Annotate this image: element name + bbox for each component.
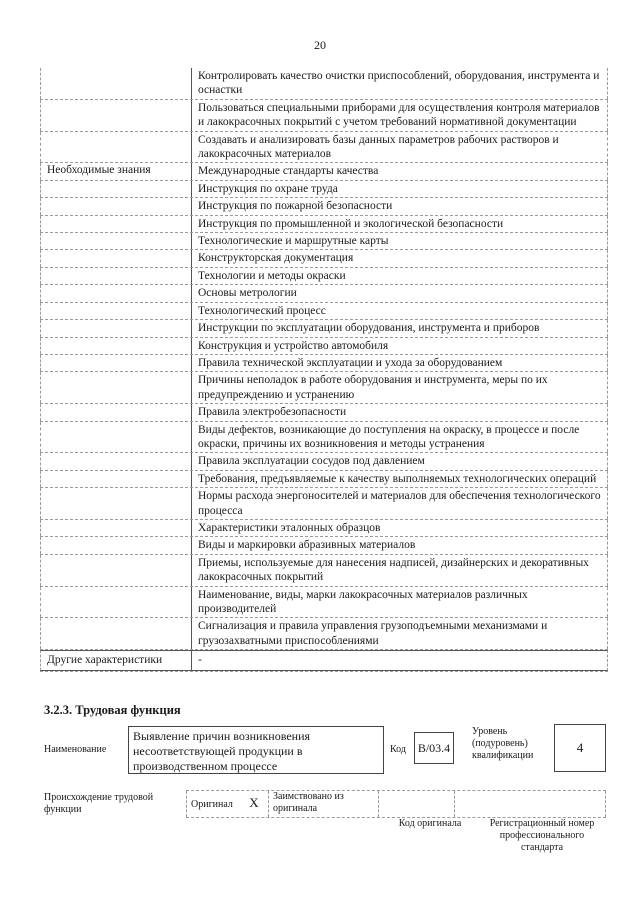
- table-cell: Основы метрологии: [192, 285, 608, 301]
- table-row: [40, 320, 608, 337]
- function-name-box: Выявление причин возникновения несоответствующей продукции в производственном процессе: [128, 726, 384, 774]
- other-characteristics-label: Другие характеристики: [40, 650, 192, 670]
- table-cell: Инструкции по эксплуатации оборудования, инструмента и приборов: [192, 320, 608, 336]
- table-cell: Конструкторская документация: [192, 250, 608, 266]
- table-row: [40, 355, 608, 372]
- table-cell: Сигнализация и правила управления грузоподъемными механизмами и грузозахватными приспособлениями: [192, 618, 608, 649]
- table-cell: Приемы, используемые для нанесения надписей, дизайнерских и декоративных лакокрасочных покрытий: [192, 555, 608, 586]
- table-cell: Наименование, виды, марки лакокрасочных материалов различных производителей: [192, 587, 608, 618]
- table-cell: Причины неполадок в работе оборудования и инструмента, меры по их предупреждению и устранению: [192, 372, 608, 403]
- origin-table: [186, 790, 606, 818]
- table-cell: Правила технической эксплуатации и ухода за оборудованием: [192, 355, 608, 371]
- table-row: [40, 250, 608, 267]
- other-characteristics-value: -: [192, 650, 608, 670]
- page-number: 20: [314, 38, 326, 52]
- table-cell: Контролировать качество очистки приспособлений, оборудования, инструмента и оснастки: [192, 68, 608, 99]
- table-row: [40, 537, 608, 554]
- table-cell: Правила эксплуатации сосудов под давлением: [192, 453, 608, 469]
- table-cell: Виды и маркировки абразивных материалов: [192, 537, 608, 553]
- table-row: [40, 422, 608, 454]
- table-row: [40, 372, 608, 404]
- table-row: [40, 404, 608, 421]
- table-row: [40, 520, 608, 537]
- table-row: [40, 471, 608, 488]
- table-cell: Пользоваться специальными приборами для осуществления контроля материалов и лакокрасочных покрытий с учетом требований нормативной документации: [192, 100, 608, 131]
- section-title: 3.2.3. Трудовая функция: [44, 703, 181, 717]
- table-cell: Технологии и методы окраски: [192, 268, 608, 284]
- table-row: [40, 132, 608, 164]
- knowledge-label: Необходимые знания: [40, 163, 192, 179]
- registration-number-label: Регистрационный номер профессионального стандарта: [489, 818, 595, 853]
- table-row: [40, 555, 608, 587]
- table-row: [40, 285, 608, 302]
- table-cell: Инструкция по промышленной и экологической безопасности: [192, 216, 608, 232]
- knowledge-block: [40, 163, 608, 650]
- table-cell: Конструкция и устройство автомобиля: [192, 338, 608, 354]
- table-row: [40, 303, 608, 320]
- table-row: [40, 233, 608, 250]
- table-row: [40, 68, 608, 100]
- name-label: Наименование: [44, 744, 107, 755]
- table-row: [40, 198, 608, 215]
- table-row: [40, 587, 608, 619]
- level-label: Уровень (подуровень) квалификации: [472, 726, 534, 761]
- table-row: [40, 650, 608, 671]
- table-cell: Технологический процесс: [192, 303, 608, 319]
- table-row: [40, 618, 608, 650]
- table-row: [40, 163, 608, 180]
- table-cell: Международные стандарты качества: [192, 163, 608, 179]
- table-row: [40, 453, 608, 470]
- original-label: Оригинал: [186, 791, 240, 817]
- borrowed-label: Заимствовано из оригинала: [268, 791, 378, 817]
- table-cell: Технологические и маршрутные карты: [192, 233, 608, 249]
- code-label: Код: [390, 744, 406, 755]
- table-row: [40, 216, 608, 233]
- table-cell: Создавать и анализировать базы данных параметров рабочих растворов и лакокрасочных материалов: [192, 132, 608, 163]
- requirements-table: [40, 68, 608, 672]
- table-cell: Инструкция по охране труда: [192, 181, 608, 197]
- table-cell: Нормы расхода энергоносителей и материалов для обеспечения технологического процесса: [192, 488, 608, 519]
- table-row: [40, 181, 608, 198]
- function-code-box: B/03.4: [414, 732, 454, 764]
- origin-label: Происхождение трудовой функции: [44, 792, 154, 815]
- table-row: [40, 100, 608, 132]
- qualification-level-box: 4: [554, 724, 606, 772]
- table-cell: Требования, предъявляемые к качеству выполняемых технологических операций: [192, 471, 608, 487]
- table-row: [40, 268, 608, 285]
- table-row: [40, 488, 608, 520]
- table-cell: Инструкция по пожарной безопасности: [192, 198, 608, 214]
- code-original-label: Код оригинала: [398, 818, 462, 829]
- table-cell: Правила электробезопасности: [192, 404, 608, 420]
- table-row: [40, 338, 608, 355]
- table-cell: Характеристики эталонных образцов: [192, 520, 608, 536]
- original-mark: X: [249, 795, 259, 810]
- table-cell: Виды дефектов, возникающие до поступления на окраску, в процессе и после окраски, причины их возникновения и методы устранения: [192, 422, 608, 453]
